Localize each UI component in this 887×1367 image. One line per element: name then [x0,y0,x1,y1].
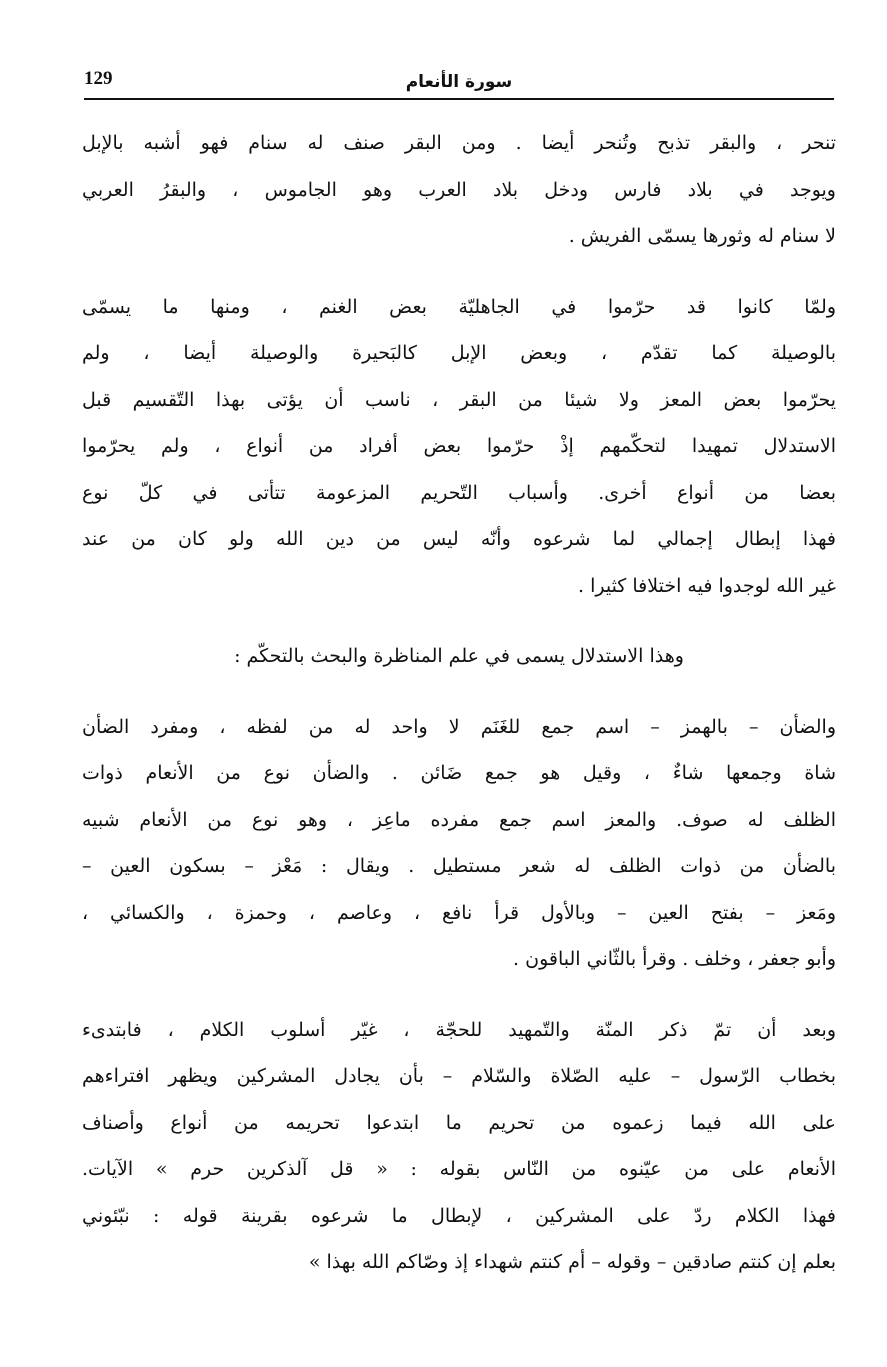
header-rule [84,98,834,100]
text-line: غير الله لوجدوا فيه اختلافا كثيرا . [578,574,836,597]
text-line: الاستدلال تمهيدا لتحكّمهم إذْ حرّموا بعض أفراد من أنواع ، ولم يحرّموا [82,435,836,457]
text-line: على الله فيما زعموه من تحريم ما ابتدعوا تحريمه من أنواع وأصناف [82,1111,836,1134]
text-line: بعلم إن كنتم صادقين – وقوله – أم كنتم شهداء إذ وصّاكم الله بهذا » [308,1251,836,1273]
text-line: بخطاب الرّسول – عليه الصّلاة والسّلام – بأن يجادل المشركين ويظهر افتراءهم [82,1065,836,1087]
text-line: ومَعز – بفتح العين – وبالأول قرأ نافع ، وعاصم ، وحمزة ، والكسائي ، [82,901,836,924]
text-line: وهذا الاستدلال يسمى في علم المناظرة والبحث بالتحكّم : [234,645,684,667]
text-line: الظلف له صوف. والمعز اسم جمع مفرده ماعِز ، وهو نوع من الأنعام شبيه [82,808,836,831]
text-line: لا سنام له وثورها يسمّى الفريش . [568,225,836,247]
text-line: الأنعام على من عيّنوه من النّاس بقوله : « قل آلذكرين حرم » الآيات. [82,1158,836,1180]
text-line: بالوصيلة كما تقدّم ، وبعض الإبل كالبَحيرة والوصيلة أيضا ، ولم [82,342,836,364]
paragraph [82,120,836,260]
text-line: ويوجد في بلاد فارس ودخل بلاد العرب وهو الجاموس ، والبقرُ العربي [82,178,836,201]
text-line: فهذا إبطال إجمالي لما شرعوه وأنّه ليس من دين الله ولو كان من عند [82,528,836,550]
text-line: وأبو جعفر ، وخلف . وقرأ بالثّاني الباقون . [513,948,836,970]
body-text [82,120,836,1310]
paragraph [82,633,836,680]
text-line: وبعد أن تمّ ذكر المنّة والتّمهيد للحجّة ، غيّر أسلوب الكلام ، فابتدىء [82,1018,836,1041]
text-line: والضأن – بالهمز – اسم جمع للغَنَم لا واحد له من لفظه ، ومفرد الضأن [82,715,836,738]
text-line: بالضأن من ذوات الظلف له شعر مستطيل . ويقال : مَعْز – بسكون العين – [82,855,836,877]
text-line: تنحر ، والبقر تذبح وتُنحر أيضا . ومن البقر صنف له سنام فهو أشبه بالإبل [82,132,836,154]
text-line: ولمّا كانوا قد حرّموا في الجاهليّة بعض الغنم ، ومنها ما يسمّى [82,295,836,318]
text-line: يحرّموا بعض المعز ولا شيئا من البقر ، ناسب أن يؤتى بهذا التّقسيم قبل [82,388,836,411]
text-line: بعضا من أنواع أخرى. وأسباب التّحريم المزعومة تتأتى في كلّ نوع [82,481,836,504]
running-head: سورة الأنعام [405,72,513,92]
paragraph [82,284,836,610]
page-header [84,60,834,100]
paragraph [82,704,836,983]
text-line: فهذا الكلام ردّ على المشركين ، لإبطال ما شرعوه بقرينة قوله : نبّئوني [82,1204,836,1227]
page-number: 129 [84,68,113,89]
paragraph [82,1007,836,1286]
text-line: شاة وجمعها شاءٌ ، وقيل هو جمع ضَائن . والضأن نوع من الأنعام ذوات [82,762,836,784]
